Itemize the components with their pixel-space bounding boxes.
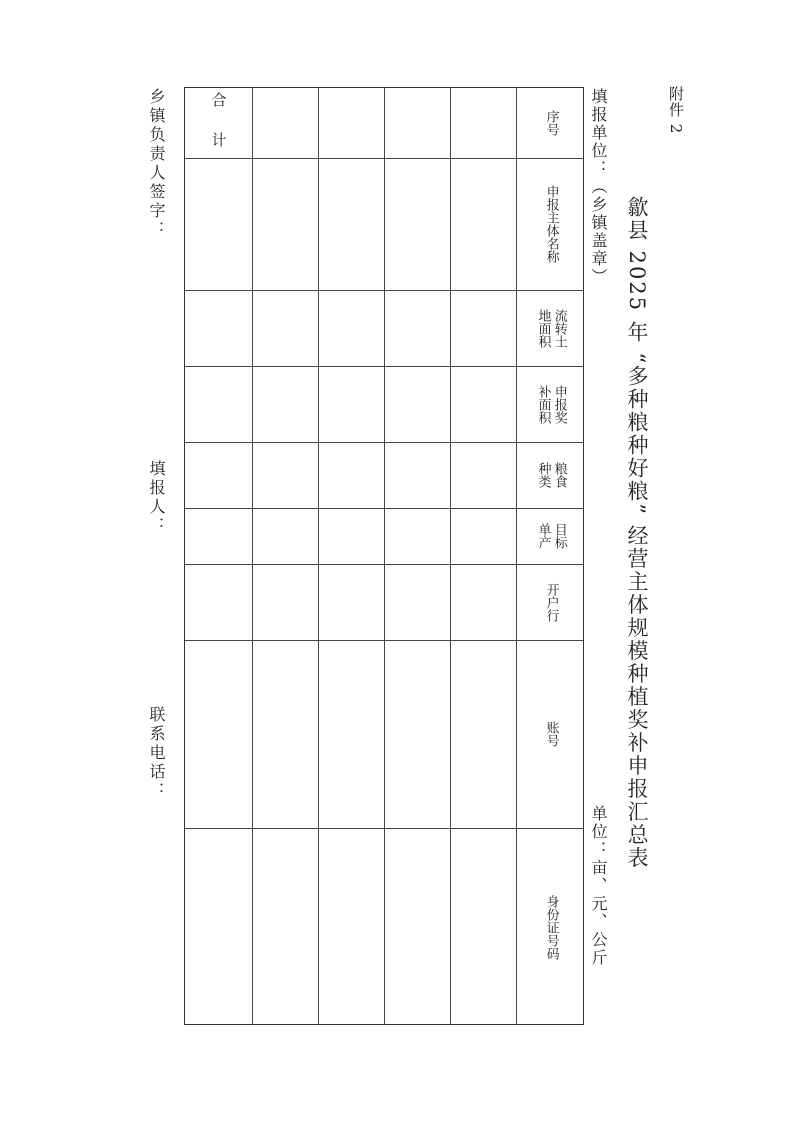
header-text-line: 补面积	[535, 384, 551, 424]
header-target-yield	[516, 508, 585, 564]
header-account: 账号	[543, 721, 559, 747]
town-signature-label: 乡镇负责人签字：	[147, 88, 166, 240]
header-text-line: 地面积	[535, 308, 551, 348]
header-text-line: 单产	[535, 523, 551, 549]
document-title: 歙县 2025 年 “多种粮种好粮” 经营主体规模种植奖补申报汇总表	[625, 196, 649, 870]
header-text-line: 种类	[535, 462, 551, 488]
header-id-number: 身份证号码	[543, 894, 559, 960]
filler-unit-label: 填报单位：（乡镇盖章）	[589, 88, 608, 286]
header-transfer-area	[516, 290, 585, 366]
header-text-line: 流转土	[551, 308, 567, 348]
table-row-divider	[318, 88, 319, 1024]
reporter-label: 填报人：	[147, 460, 166, 536]
header-text-line: 目标	[551, 523, 567, 549]
total-label: 合 计	[209, 91, 228, 157]
header-serial: 序号	[543, 110, 559, 136]
header-subsidy-area	[516, 366, 585, 442]
header-text-line: 粮食	[551, 462, 567, 488]
summary-table	[184, 87, 584, 1025]
header-bank: 开户行	[543, 582, 559, 622]
header-entity-name: 申报主体名称	[543, 185, 559, 263]
unit-label: 单位：亩、元、公斤	[589, 805, 608, 967]
table-row-divider	[384, 88, 385, 1024]
header-grain-type	[516, 442, 585, 508]
table-row-divider	[252, 88, 253, 1024]
table-row-divider	[450, 88, 451, 1024]
attachment-label: 附件 2	[667, 86, 685, 135]
header-text-line: 申报奖	[551, 384, 567, 424]
phone-label: 联系电话：	[147, 706, 166, 801]
